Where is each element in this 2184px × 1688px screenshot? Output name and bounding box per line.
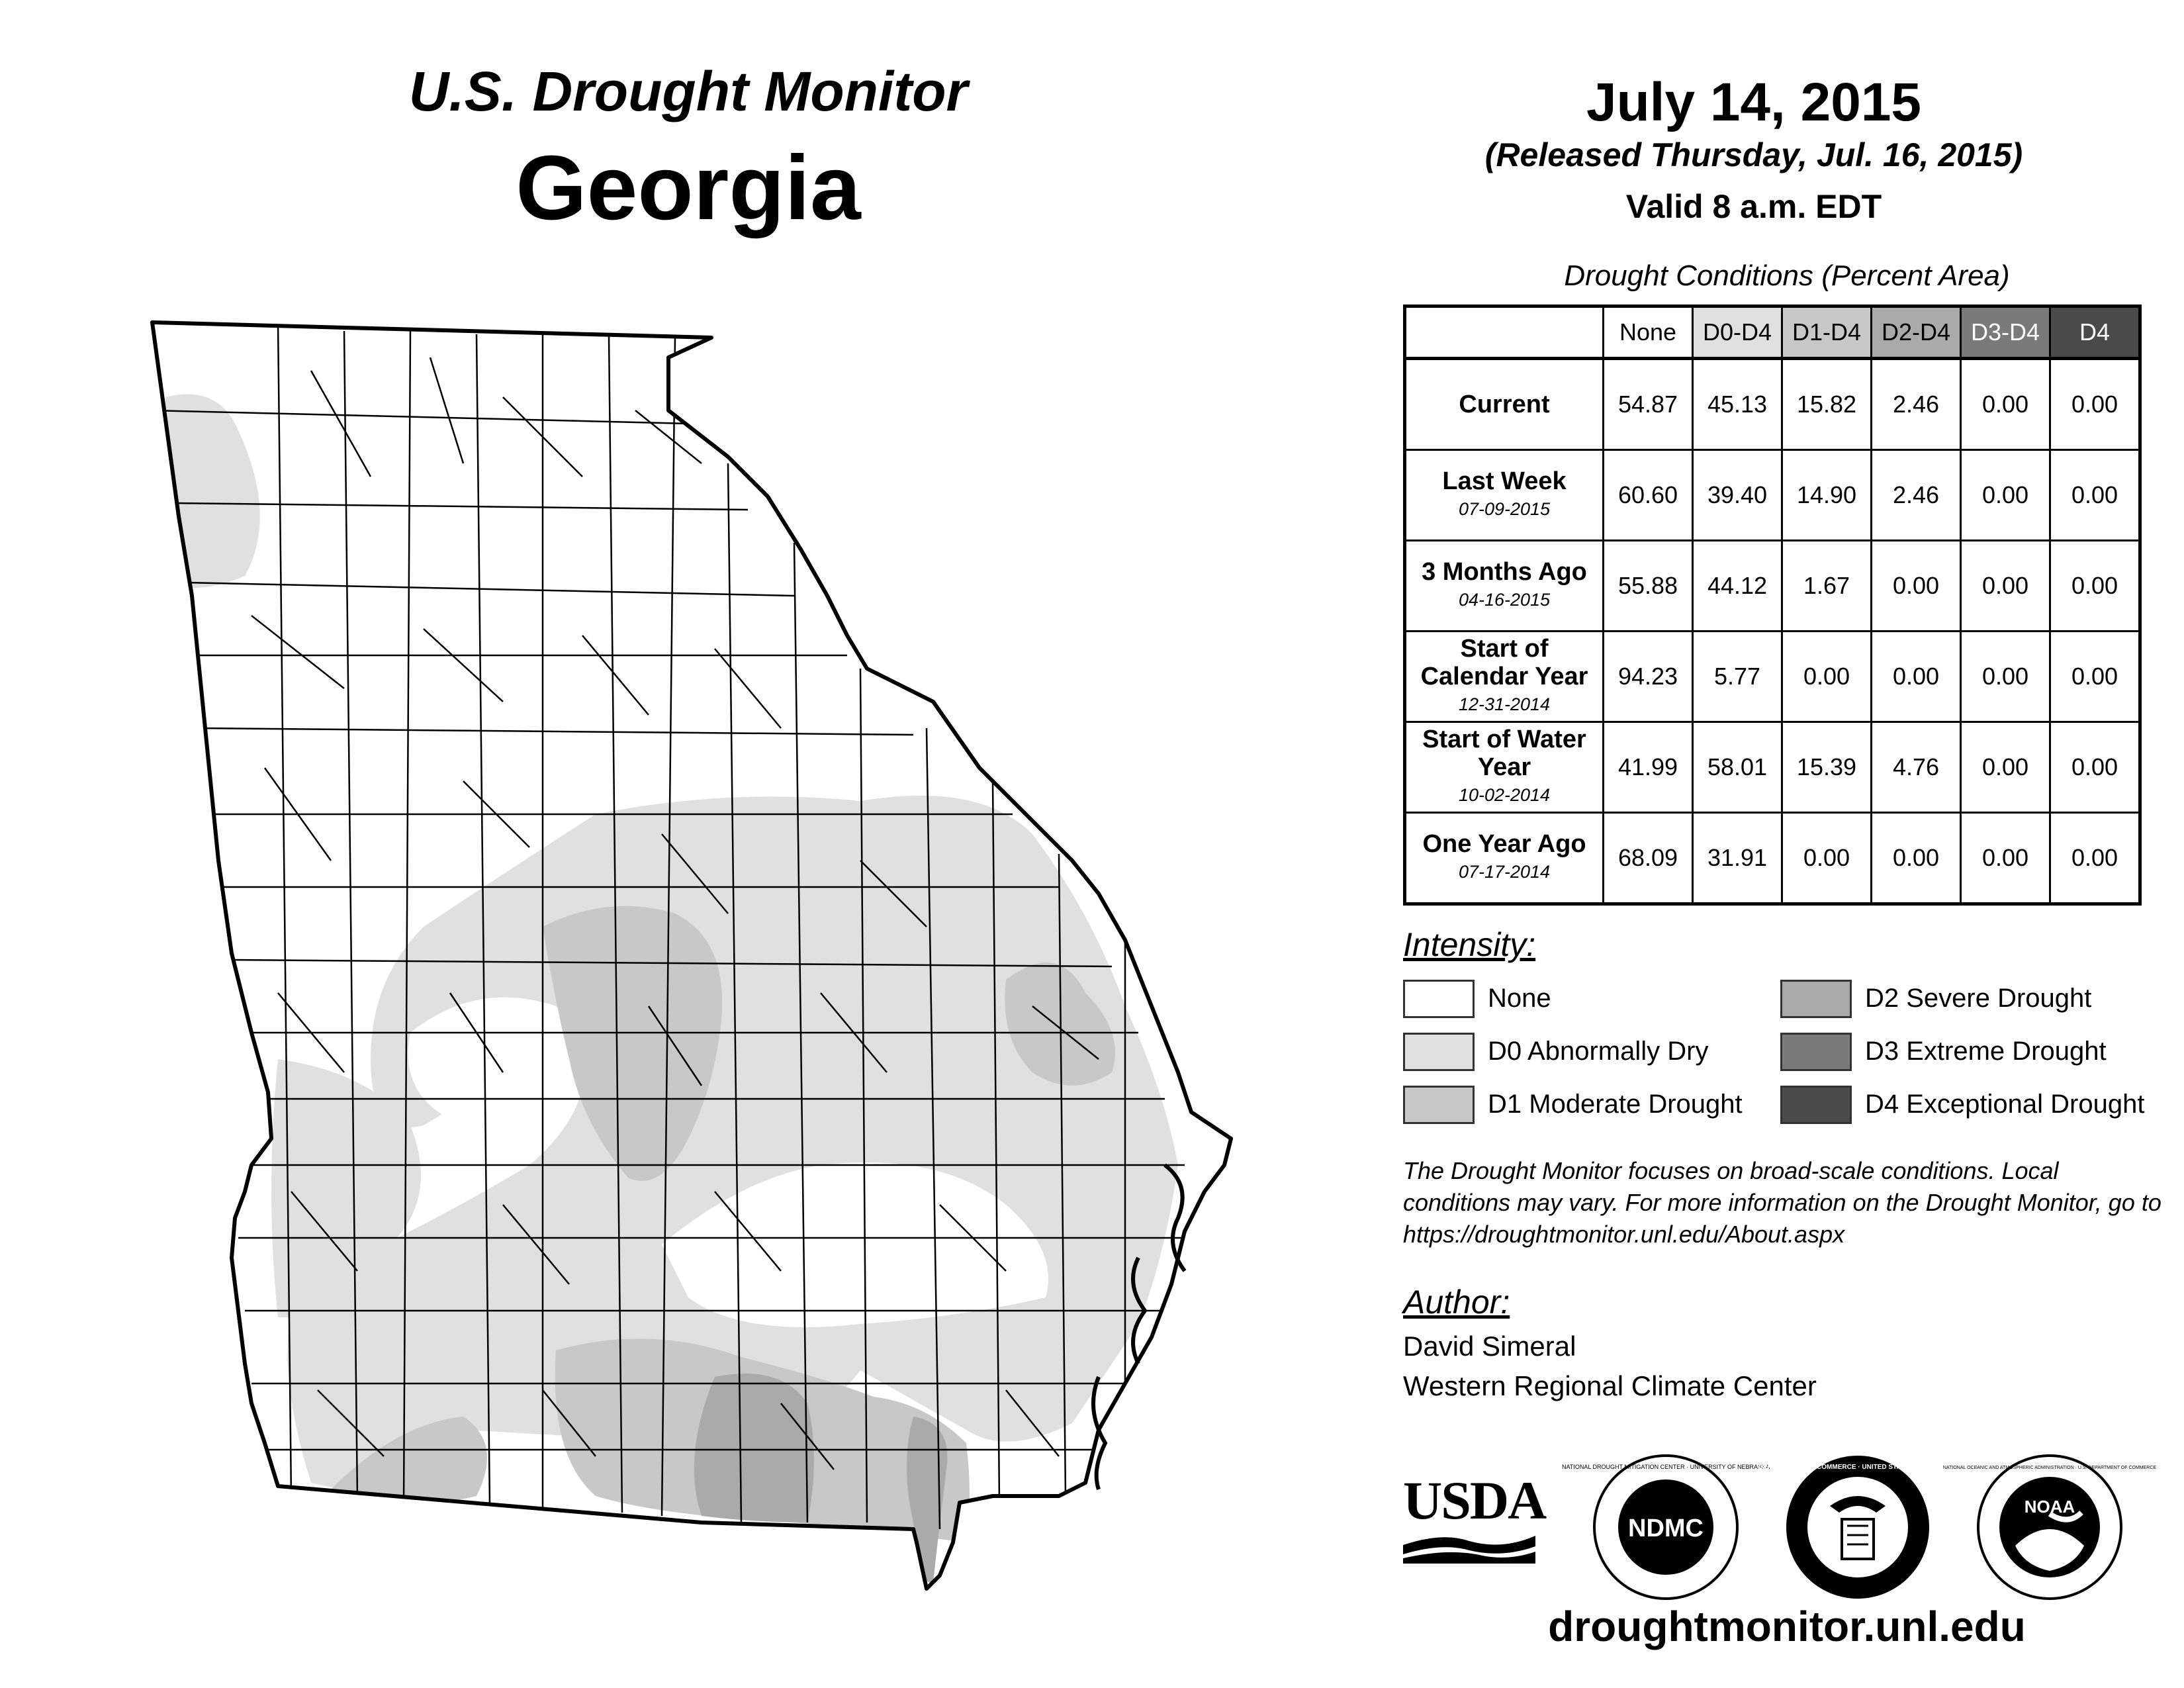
drought-conditions-table bbox=[1403, 305, 2142, 906]
legend-swatch bbox=[1403, 980, 1475, 1018]
valid-time: Valid 8 a.m. EDT bbox=[1625, 188, 1882, 225]
d2-area-south bbox=[694, 1374, 814, 1523]
table-cell: 45.13 bbox=[1693, 359, 1782, 450]
table-corner bbox=[1405, 306, 1604, 359]
ndmc-ring-text: NATIONAL DROUGHT MITIGATION CENTER · UNIVERSITY OF NEBRASKA bbox=[1561, 1464, 1770, 1470]
row-label: Start of Water Year 10-02-2014 bbox=[1405, 722, 1604, 813]
legend-label: D3 Extreme Drought bbox=[1865, 1037, 2107, 1066]
legend-swatch bbox=[1780, 1033, 1852, 1071]
table-cell: 0.00 bbox=[1961, 541, 2050, 632]
ndmc-logo-text: NDMC bbox=[1628, 1515, 1704, 1542]
table-cell: 0.00 bbox=[1961, 359, 2050, 450]
table-cell: 0.00 bbox=[2050, 813, 2140, 904]
table-cell: 44.12 bbox=[1693, 541, 1782, 632]
legend-swatch bbox=[1403, 1033, 1475, 1071]
table-cell: 1.67 bbox=[1782, 541, 1872, 632]
row-date: 04-16-2015 bbox=[1458, 590, 1551, 610]
release-date: (Released Thursday, Jul. 16, 2015) bbox=[1484, 136, 2023, 173]
column-header-d3-d4: D3-D4 bbox=[1961, 306, 2050, 359]
legend-swatch bbox=[1780, 1086, 1852, 1124]
table-cell: 0.00 bbox=[1961, 632, 2050, 722]
table-cell: 2.46 bbox=[1872, 359, 1961, 450]
table-cell: 4.76 bbox=[1872, 722, 1961, 813]
department-of-commerce-seal bbox=[1758, 1453, 1958, 1602]
legend-label: D1 Moderate Drought bbox=[1488, 1090, 1743, 1119]
row-date: 07-17-2014 bbox=[1458, 862, 1551, 882]
table-header-row bbox=[1405, 306, 2140, 359]
table-cell: 58.01 bbox=[1693, 722, 1782, 813]
row-label: 3 Months Ago 04-16-2015 bbox=[1405, 541, 1604, 632]
table-cell: 0.00 bbox=[1961, 813, 2050, 904]
table-cell: 41.99 bbox=[1604, 722, 1693, 813]
conditions-title: Drought Conditions (Percent Area) bbox=[1564, 259, 2010, 292]
table-cell: 0.00 bbox=[2050, 722, 2140, 813]
table-cell: 2.46 bbox=[1872, 450, 1961, 541]
noaa-ring-text: NATIONAL OCEANIC AND ATMOSPHERIC ADMINISTRATION · U.S. DEPARTMENT OF COMMERCE bbox=[1942, 1466, 2157, 1470]
footer-url[interactable]: droughtmonitor.unl.edu bbox=[1548, 1603, 2026, 1650]
table-row bbox=[1405, 359, 2140, 450]
table-row bbox=[1405, 813, 2140, 904]
table-cell: 68.09 bbox=[1604, 813, 1693, 904]
table-cell: 0.00 bbox=[2050, 541, 2140, 632]
table-cell: 0.00 bbox=[1782, 632, 1872, 722]
author-name: David Simeral bbox=[1403, 1331, 1576, 1362]
usda-logo-mark bbox=[1403, 1532, 1535, 1565]
legend-swatch bbox=[1780, 980, 1852, 1018]
table-cell: 94.23 bbox=[1604, 632, 1693, 722]
table-cell: 15.39 bbox=[1782, 722, 1872, 813]
usda-logo bbox=[1403, 1470, 1546, 1569]
row-label: One Year Ago 07-17-2014 bbox=[1405, 813, 1604, 904]
table-cell: 0.00 bbox=[1782, 813, 1872, 904]
table-cell: 0.00 bbox=[2050, 450, 2140, 541]
state-title: Georgia bbox=[516, 137, 861, 239]
table-cell: 0.00 bbox=[1872, 541, 1961, 632]
table-cell: 0.00 bbox=[2050, 632, 2140, 722]
table-row bbox=[1405, 450, 2140, 541]
column-header-d4: D4 bbox=[2050, 306, 2140, 359]
table-row bbox=[1405, 632, 2140, 722]
author-organization: Western Regional Climate Center bbox=[1403, 1370, 1817, 1401]
table-cell: 39.40 bbox=[1693, 450, 1782, 541]
table-cell: 55.88 bbox=[1604, 541, 1693, 632]
row-date: 07-09-2015 bbox=[1458, 499, 1551, 519]
noaa-logo bbox=[1942, 1453, 2157, 1602]
table-row bbox=[1405, 722, 2140, 813]
row-date: 10-02-2014 bbox=[1458, 785, 1551, 805]
noaa-logo-text: NOAA bbox=[2024, 1497, 2075, 1517]
intensity-legend-title: Intensity: bbox=[1403, 926, 1536, 963]
column-header-d0-d4: D0-D4 bbox=[1693, 306, 1782, 359]
table-cell: 54.87 bbox=[1604, 359, 1693, 450]
legend-label: D2 Severe Drought bbox=[1865, 984, 2092, 1013]
row-label: Last Week 07-09-2015 bbox=[1405, 450, 1604, 541]
table-cell: 0.00 bbox=[1872, 813, 1961, 904]
table-cell: 5.77 bbox=[1693, 632, 1782, 722]
table-cell: 31.91 bbox=[1693, 813, 1782, 904]
legend-label: D0 Abnormally Dry bbox=[1488, 1037, 1709, 1066]
map-supertitle: U.S. Drought Monitor bbox=[408, 60, 968, 122]
table-cell: 15.82 bbox=[1782, 359, 1872, 450]
column-header-none: None bbox=[1604, 306, 1693, 359]
table-cell: 14.90 bbox=[1782, 450, 1872, 541]
legend-label: D4 Exceptional Drought bbox=[1865, 1090, 2145, 1119]
ndmc-logo bbox=[1561, 1453, 1770, 1602]
table-cell: 0.00 bbox=[1961, 450, 2050, 541]
usda-logo-text: USDA bbox=[1403, 1470, 1546, 1530]
disclaimer-note: The Drought Monitor focuses on broad-scale conditions. Local conditions may vary. For more information on the Drought Monitor, go to https://droughtmonitor.unl.edu/About.aspx bbox=[1403, 1157, 2161, 1248]
legend-swatch bbox=[1403, 1086, 1475, 1124]
table-cell: 0.00 bbox=[2050, 359, 2140, 450]
author-heading: Author: bbox=[1403, 1284, 1510, 1321]
column-header-d1-d4: D1-D4 bbox=[1782, 306, 1872, 359]
column-header-d2-d4: D2-D4 bbox=[1872, 306, 1961, 359]
table-cell: 0.00 bbox=[1961, 722, 2050, 813]
row-label: Start of Calendar Year 12-31-2014 bbox=[1405, 632, 1604, 722]
table-row bbox=[1405, 541, 2140, 632]
table-cell: 0.00 bbox=[1872, 632, 1961, 722]
map-date: July 14, 2015 bbox=[1586, 72, 1922, 132]
row-date: 12-31-2014 bbox=[1458, 694, 1551, 714]
legend-label: None bbox=[1488, 984, 1551, 1013]
table-cell: 60.60 bbox=[1604, 450, 1693, 541]
doc-ring-text: DEPARTMENT OF COMMERCE · UNITED STATES OF AMERICA bbox=[1758, 1464, 1958, 1471]
row-label: Current bbox=[1405, 359, 1604, 450]
